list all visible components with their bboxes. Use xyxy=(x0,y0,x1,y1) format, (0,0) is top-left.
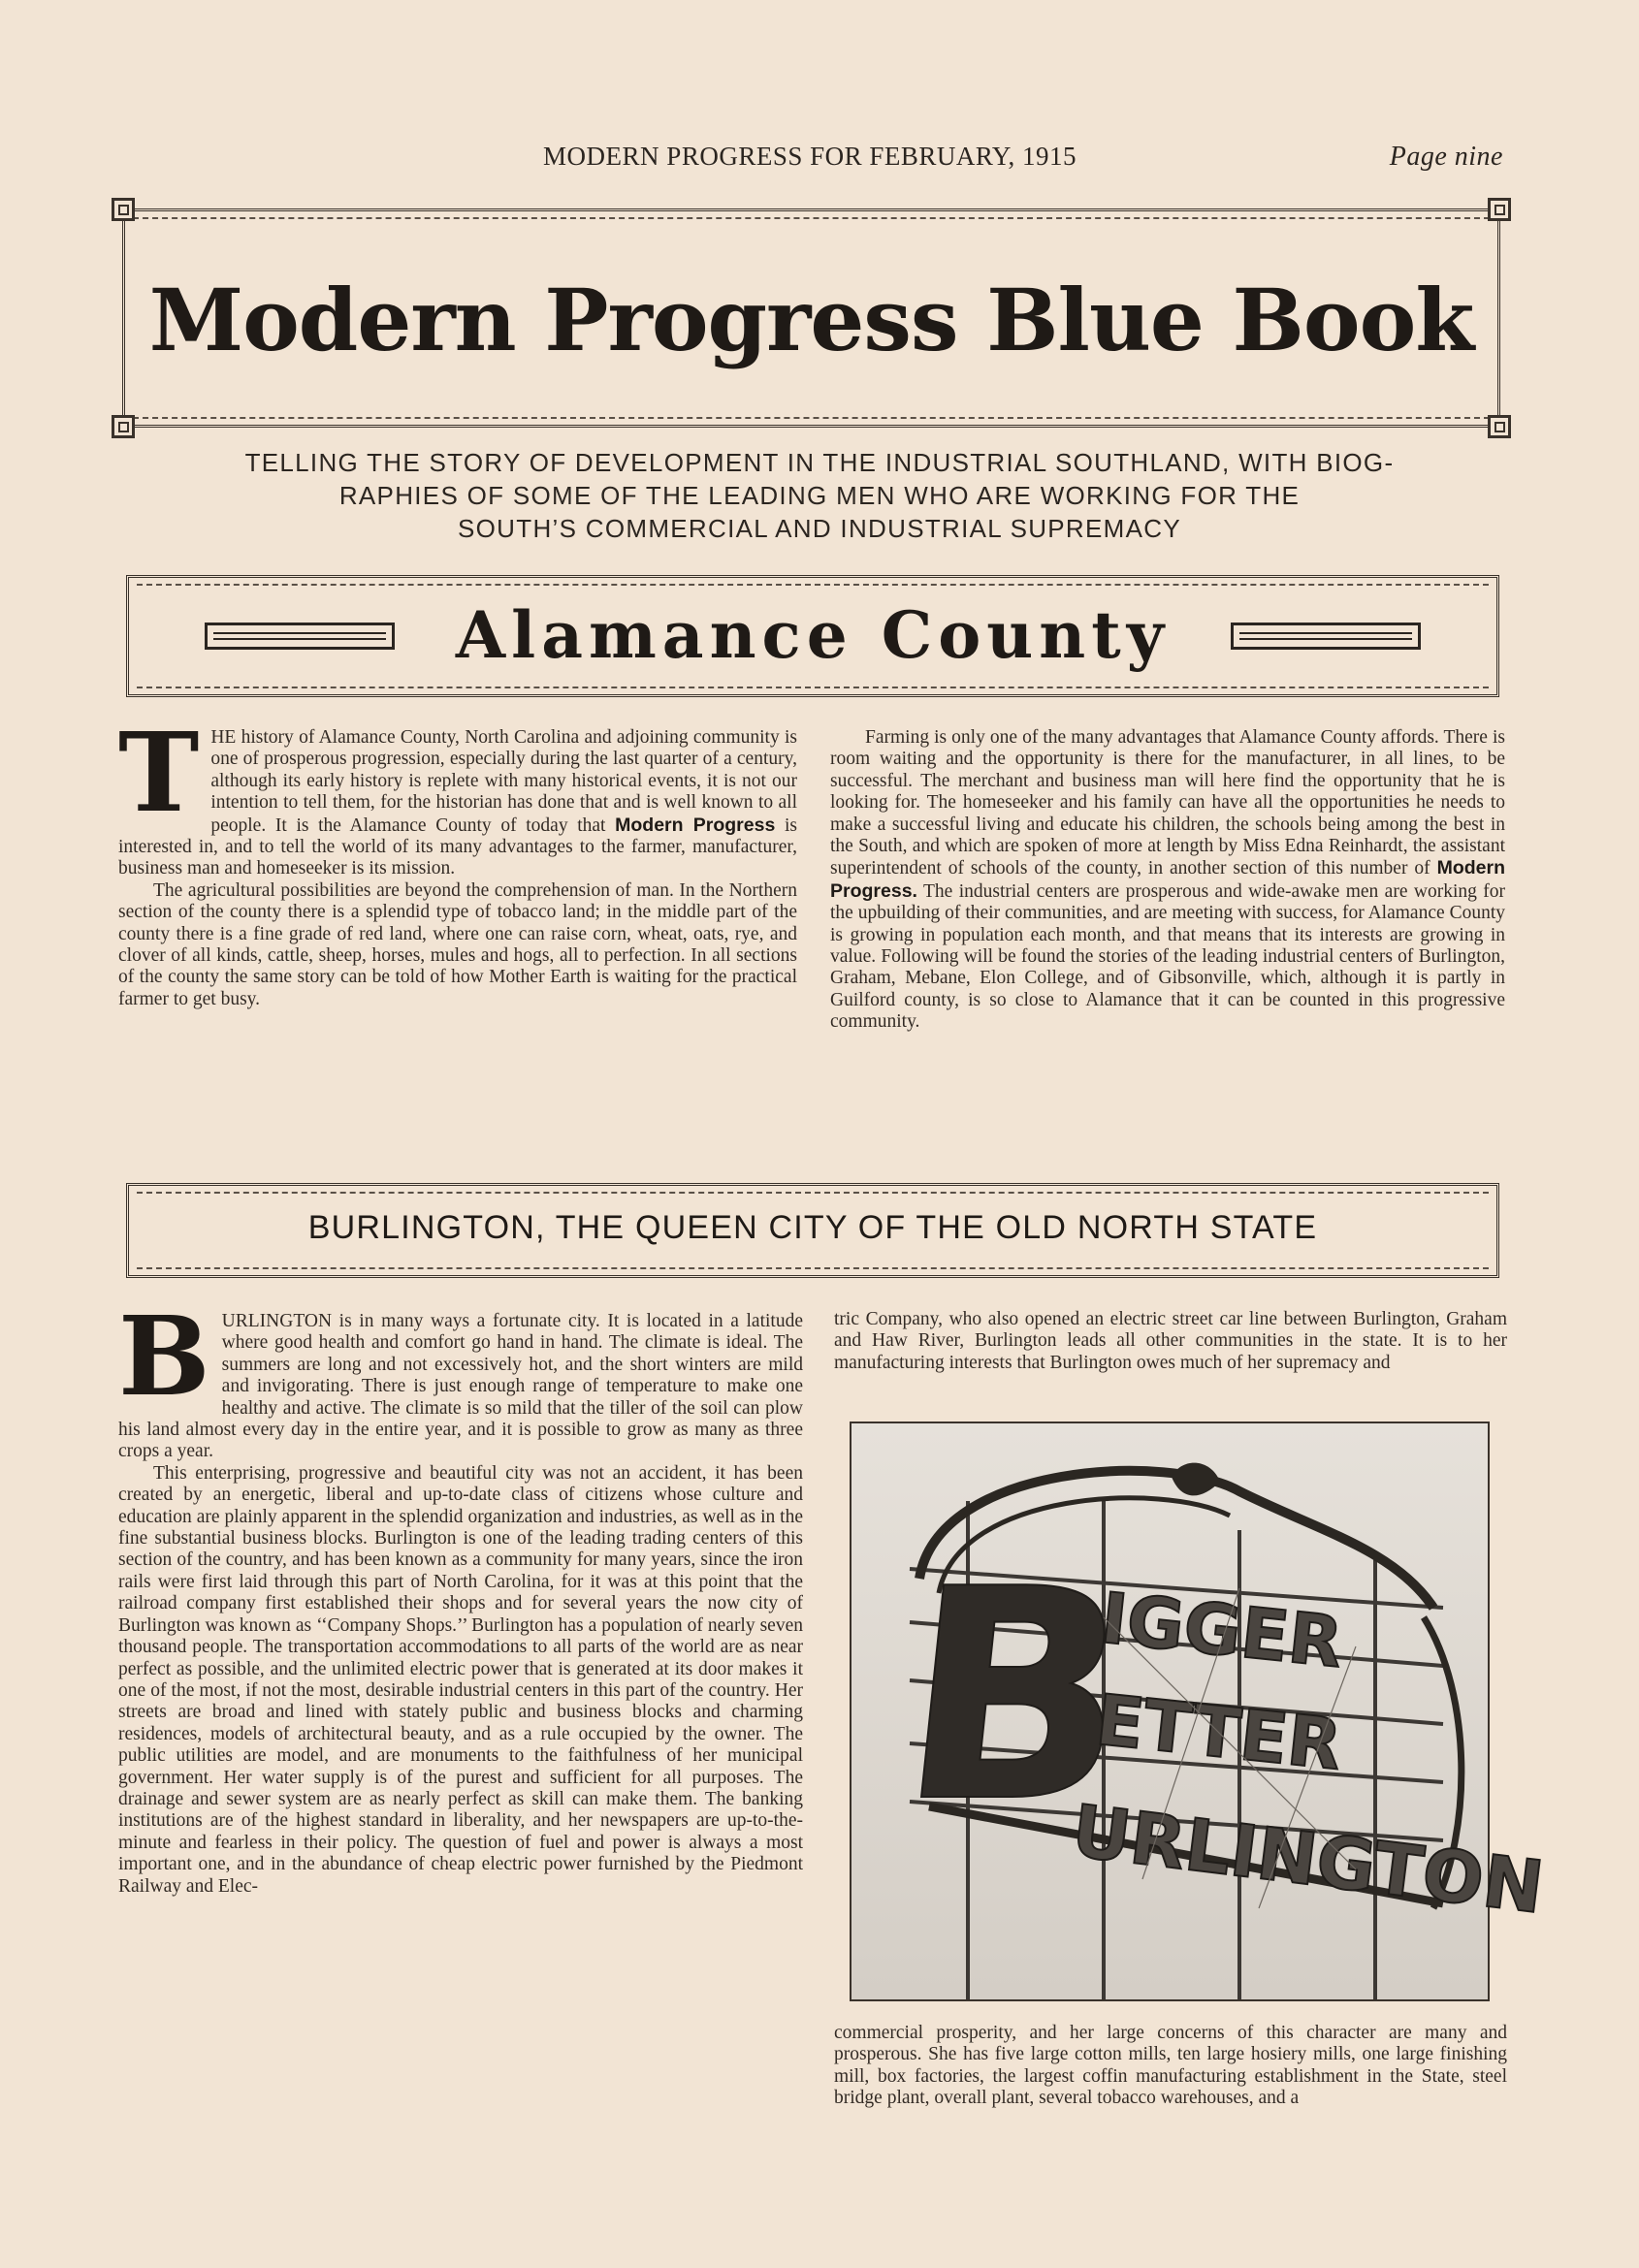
running-title: MODERN PROGRESS FOR FEBRUARY, 1915 xyxy=(543,142,1077,171)
paragraph: This enterprising, progressive and beautiful city was not an accident, it has been created by an energetic, liberal and up-to-date class of citizens whose culture and education are plainly apparent in the splendid organization and industries, as well as in the fine substantial business blocks. Burlington is one of the leading trading centers of this section of the country, and has been known as a community for many years, since the iron rails were first laid through this part of North Carolina, for it was at this point that the railroad company first established their shops and for several years the now city of Burlington was known as ‘‘Company Shops.’’ Burlington has a population of nearly seven thousand people. The transportation accommodations to all parts of the world are as near perfect as possible, and the unlimited electric power that is generated at its door makes it one of the most, if not the most, desirable industrial centers in this part of the country. Her streets are broad and lined with stately public and business blocks and charming residences, models of architectural beauty, and as a rule occupied by the owner. The public utilities are model, and are monuments to the faithfulness of her municipal government. Her water supply is of the purest and sufficient for all purposes. The drainage and sewer system are as nearly perfect as skill can make them. The banking institutions are of the highest standard in liberality, and her newspapers are up-to-the-minute and fearless in their policy. The question of fuel and power is always a most important one, and in the abundance of cheap electric power furnished by the Piedmont Railway and Elec- xyxy=(118,1462,803,1897)
drop-cap: B xyxy=(118,1294,210,1421)
corner-ornament xyxy=(112,415,135,438)
publication-name: Modern Progress xyxy=(615,814,776,836)
paragraph: tric Company, who also opened an electric street car line between Burlington, Graham and Haw River, Burlington leads all other communities in the state. It is to her manufacturing interests that Burlington owes much of her supremacy and xyxy=(834,1309,1507,1373)
corner-ornament xyxy=(1488,198,1511,221)
sign-letter-b: B xyxy=(887,1526,1145,1866)
publication-name: Modern Progress. xyxy=(830,857,1505,902)
sign-word-igger: IGGER xyxy=(1097,1577,1347,1683)
paragraph: The agricultural possibilities are beyond the comprehension of man. In the Northern section of the county there is a splendid type of tobacco land; in the middle part of the county there is a fine grade of red land, where one can raise corn, wheat, oats, rye, and clover of all kinds, cattle, sheep, horses, mules and hogs, all to perfection. In all sections of the county the same story can be told of how Mother Earth is waiting for the practical farmer to get busy. xyxy=(118,879,797,1009)
article-column-left xyxy=(118,710,797,1010)
subtitle-line: RAPHIES OF SOME OF THE LEADING MEN WHO ARE WORKING FOR THE xyxy=(338,481,1301,510)
drop-cap: T xyxy=(118,710,200,837)
corner-ornament xyxy=(1488,415,1511,438)
sign-photo xyxy=(850,1421,1549,2001)
sign-word-urlington: URLINGTON xyxy=(1067,1789,1549,1931)
bigger-better-burlington-sign-image xyxy=(852,1423,1549,1999)
paragraph: commercial prosperity, and her large concerns of this character are many and prosperous. She has five large cotton mills, ten large hosiery mills, one large finishing mill, box factories, the largest coffin manufacturing establishment in the State, steel bridge plant, overall plant, several tobacco warehouses, and a xyxy=(834,2023,1507,2109)
page-number: Page nine xyxy=(1389,142,1503,172)
paragraph: BURLINGTON is in many ways a fortunate city. It is located in a latitude where good health and comfort go hand in hand. The climate is ideal. The summers are long and not excessively hot, and the short winters are mild and invigorating. There is just enough range of temperature to make one healthy and active. The climate is so mild that the tiller of the soil can plow his land almost every day in the entire year, and it is possible to grow as many as three crops a year. xyxy=(118,1294,803,1462)
sign-word-etter: ETTER xyxy=(1092,1678,1346,1786)
masthead-title: Modern Progress Blue Book xyxy=(148,270,1474,370)
subtitle-line: TELLING THE STORY OF DEVELOPMENT IN THE INDUSTRIAL SOUTHLAND, WITH BIOG- xyxy=(244,448,1395,477)
masthead-box xyxy=(122,208,1500,428)
subtitle-line: SOUTH’S COMMERCIAL AND INDUSTRIAL SUPREMACY xyxy=(458,514,1181,543)
article-column-right-bottom xyxy=(834,2023,1507,2110)
paragraph: THE history of Alamance County, North Carolina and adjoining community is one of prosperous progression, especially during the last quarter of a century, although its early history is replete with many historical events, it is not our intention to tell them, for the historian has done that and is well known to all people. It is the Alamance County of today that Modern Progress is interested in, and to tell the world of its many advantages to the farmer, manufacturer, business man and homeseeker is its mission. xyxy=(118,710,797,879)
article-column-right-top xyxy=(834,1309,1507,1374)
article-column-left xyxy=(118,1294,803,1898)
section-heading-box xyxy=(126,575,1499,697)
article-column-right xyxy=(830,727,1505,1034)
corner-ornament xyxy=(112,198,135,221)
running-head xyxy=(116,142,1503,180)
section-title: BURLINGTON, THE QUEEN CITY OF THE OLD NORTH STATE xyxy=(307,1209,1318,1246)
section-heading-box xyxy=(126,1183,1499,1278)
masthead-subtitle xyxy=(112,446,1527,545)
paragraph: Farming is only one of the many advantages that Alamance County affords. There is room waiting and the opportunity is there for the manufacturer, in all lines, to be successful. The merchant and business man will here find the opportunity that he is looking for. The homeseeker and his family can have all the opportunities he needs to make a successful living and educate his children, the schools being among the best in the South, and which are spoken of more at length by Miss Edna Reinhardt, the assistant superintendent of schools of the county, in another section of this number of Modern Progress. The industrial centers are prosperous and wide-awake men are working for the upbuilding of their communities, and are meeting with success, for Alamance County is growing in population each month, and that means that its interests are growing in value. Following will be found the stories of the leading industrial centers of Burlington, Graham, Mebane, Elon College, and of Gibsonville, which, although it is partly in Guilford county, is so close to Alamance that it can be counted in this progressive community. xyxy=(830,727,1505,1033)
section-title: Alamance County xyxy=(455,597,1171,673)
